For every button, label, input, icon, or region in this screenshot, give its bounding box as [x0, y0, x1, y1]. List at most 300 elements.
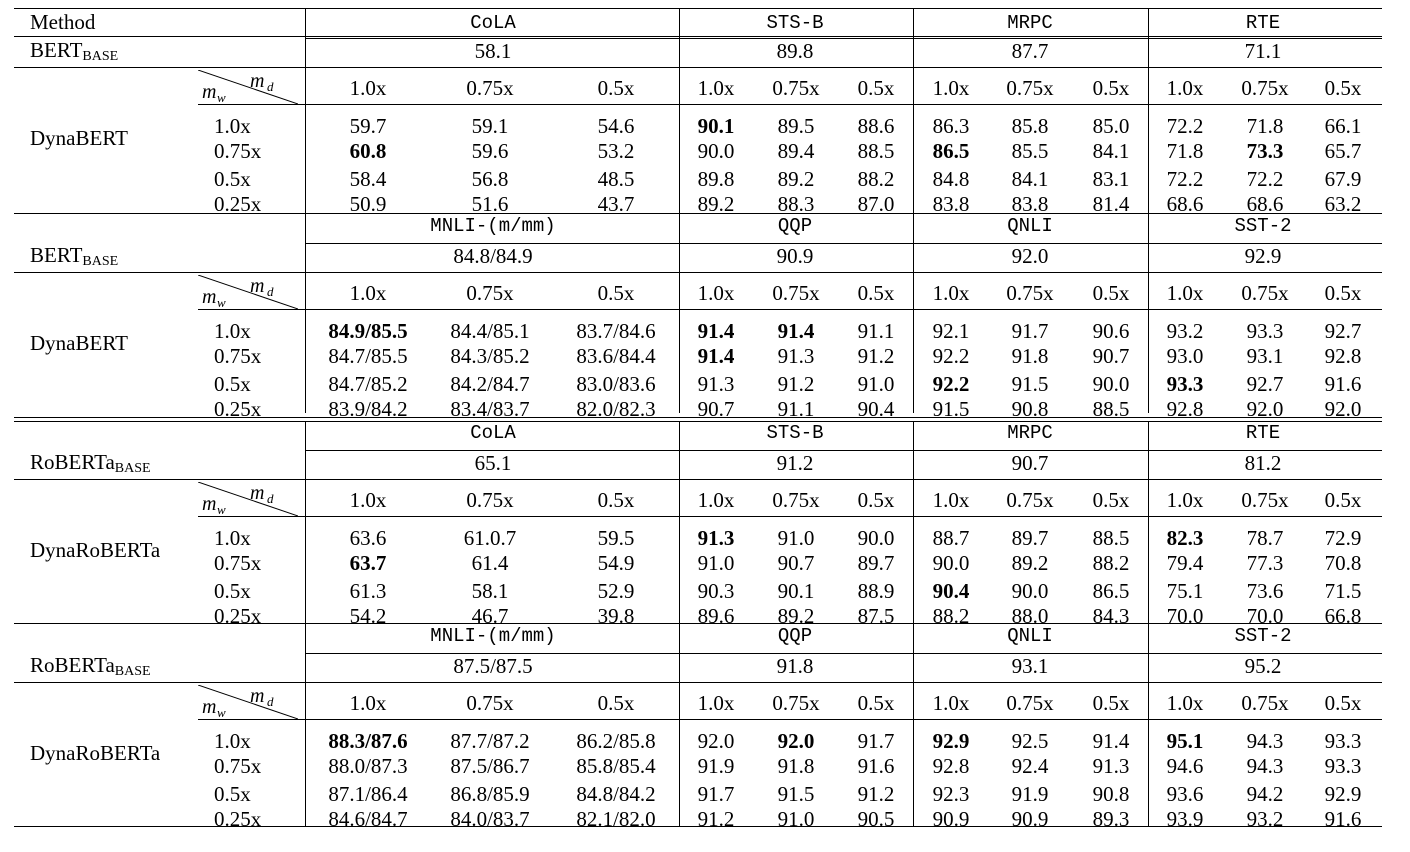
depth-label: 0.75x [214, 551, 262, 575]
table-cell: 87.5/86.7 [450, 754, 530, 778]
table-cell: 85.0 [1092, 114, 1130, 138]
width-header: 0.5x [597, 76, 635, 100]
svg-text:m: m [202, 493, 217, 515]
table-cell: 90.1 [777, 579, 815, 603]
table-cell: 88.0 [1011, 604, 1049, 628]
table-cell: 92.2 [932, 344, 970, 368]
table-cell: 94.6 [1166, 754, 1204, 778]
table-cell: 61.3 [349, 579, 387, 603]
table-cell: 84.2/84.7 [450, 372, 530, 396]
table-cell: 92.8 [1166, 397, 1204, 421]
table-cell: 88.5 [1092, 526, 1130, 550]
table-cell: 90.4 [932, 579, 970, 603]
table-cell: 93.9 [1166, 807, 1204, 831]
depth-label: 0.25x [214, 604, 262, 628]
table-cell: 43.7 [597, 192, 635, 216]
table-cell: 84.8/84.2 [576, 782, 656, 806]
width-header: 0.75x [466, 281, 514, 305]
table-cell: 89.2 [777, 167, 815, 191]
table-cell: 89.5 [777, 114, 815, 138]
task-header-qqp: QQP [777, 215, 813, 237]
depth-label: 0.75x [214, 344, 262, 368]
baseline-name: BERT [30, 243, 83, 267]
svg-text:w: w [217, 90, 226, 104]
table-cell: 88.5 [857, 139, 895, 163]
table-cell: 63.2 [1324, 192, 1362, 216]
table-cell: 66.8 [1324, 604, 1362, 628]
width-header: 1.0x [349, 76, 387, 100]
table-cell: 91.6 [1324, 372, 1362, 396]
table-cell: 92.3 [932, 782, 970, 806]
depth-label: 0.5x [214, 782, 251, 806]
baseline-rule [14, 272, 1382, 273]
table-cell: 90.9 [1011, 807, 1049, 831]
table-cell: 51.6 [471, 192, 509, 216]
table-cell: 89.8 [697, 167, 735, 191]
width-header: 1.0x [932, 691, 970, 715]
depth-label: 0.25x [214, 192, 262, 216]
table-cell: 89.2 [1011, 551, 1049, 575]
task-header-qqp: QQP [777, 625, 813, 647]
baseline-value: 89.8 [776, 39, 814, 63]
width-header: 0.5x [597, 691, 635, 715]
table-cell: 87.0 [857, 192, 895, 216]
table-cell: 81.4 [1092, 192, 1130, 216]
task-header-rte: RTE [1245, 422, 1281, 444]
baseline-value: 87.7 [1011, 39, 1049, 63]
baseline-value: 58.1 [474, 39, 512, 63]
task-header-sts-b: STS-B [766, 12, 824, 34]
depth-label: 0.25x [214, 807, 262, 831]
table-cell: 89.4 [777, 139, 815, 163]
baseline-value: 92.9 [1244, 244, 1282, 268]
table-cell: 88.2 [857, 167, 895, 191]
table-cell: 59.7 [349, 114, 387, 138]
column-rule [679, 421, 680, 623]
table-bottom-rule [14, 826, 1382, 827]
table-cell: 68.6 [1166, 192, 1204, 216]
svg-text:d: d [267, 491, 274, 506]
baseline-value: 84.8/84.9 [453, 244, 533, 268]
width-header: 0.75x [772, 691, 820, 715]
column-rule [913, 213, 914, 413]
table-cell: 88.3/87.6 [328, 729, 408, 753]
table-cell: 91.5 [932, 397, 970, 421]
task-header-sst-2: SST-2 [1234, 625, 1292, 647]
table-cell: 94.3 [1246, 729, 1284, 753]
table-cell: 82.3 [1166, 526, 1204, 550]
task-header-qnli: QNLI [1007, 215, 1053, 237]
baseline-rule [14, 682, 1382, 683]
baseline-value: 91.2 [776, 451, 814, 475]
width-header: 0.75x [1006, 488, 1054, 512]
table-cell: 85.8/85.4 [576, 754, 656, 778]
table-cell: 89.3 [1092, 807, 1130, 831]
baseline-value: 92.0 [1011, 244, 1049, 268]
task-header-sts-b: STS-B [766, 422, 824, 444]
task-header-mrpc: MRPC [1007, 422, 1053, 444]
table-cell: 58.4 [349, 167, 387, 191]
width-header: 1.0x [932, 76, 970, 100]
column-rule [913, 623, 914, 826]
table-cell: 91.3 [777, 344, 815, 368]
table-cell: 89.7 [857, 551, 895, 575]
table-cell: 71.5 [1324, 579, 1362, 603]
table-cell: 71.8 [1166, 139, 1204, 163]
table-cell: 90.0 [1092, 372, 1130, 396]
svg-text:d: d [267, 694, 274, 709]
baseline-label [30, 452, 151, 476]
table-top-rule [14, 8, 1382, 9]
table-cell: 91.8 [1011, 344, 1049, 368]
table-cell: 90.3 [697, 579, 735, 603]
table-cell: 91.7 [1011, 319, 1049, 343]
width-header: 0.5x [597, 488, 635, 512]
table-cell: 88.6 [857, 114, 895, 138]
table-cell: 86.5 [1092, 579, 1130, 603]
table-cell: 54.2 [349, 604, 387, 628]
baseline-name: BERT [30, 38, 83, 62]
table-cell: 90.0 [697, 139, 735, 163]
table-cell: 83.9/84.2 [328, 397, 408, 421]
table-cell: 91.4 [697, 319, 735, 343]
width-header: 0.5x [1324, 281, 1362, 305]
table-cell: 77.3 [1246, 551, 1284, 575]
width-header: 1.0x [697, 76, 735, 100]
table-cell: 83.7/84.6 [576, 319, 656, 343]
width-header: 1.0x [349, 488, 387, 512]
depth-label: 0.25x [214, 397, 262, 421]
table-cell: 67.9 [1324, 167, 1362, 191]
table-cell: 91.2 [777, 372, 815, 396]
width-header: 0.5x [857, 76, 895, 100]
table-cell: 70.0 [1166, 604, 1204, 628]
table-cell: 91.6 [1324, 807, 1362, 831]
table-cell: 61.4 [471, 551, 509, 575]
table-cell: 52.9 [597, 579, 635, 603]
task-header-mnli-m-mm-: MNLI-(m/mm) [430, 625, 556, 647]
baseline-value: 81.2 [1244, 451, 1282, 475]
table-cell: 92.9 [1324, 782, 1362, 806]
width-header: 0.75x [772, 281, 820, 305]
table-cell: 54.9 [597, 551, 635, 575]
task-header-mnli-m-mm-: MNLI-(m/mm) [430, 215, 556, 237]
table-cell: 92.8 [932, 754, 970, 778]
block-rule [14, 623, 1382, 624]
table-cell: 92.0 [1246, 397, 1284, 421]
model-name: DynaBERT [30, 331, 128, 355]
table-cell: 84.8 [932, 167, 970, 191]
table-cell: 84.9/85.5 [328, 319, 408, 343]
width-header: 1.0x [349, 691, 387, 715]
depth-label: 0.5x [214, 579, 251, 603]
task-header-cola: CoLA [470, 422, 516, 444]
table-cell: 91.2 [697, 807, 735, 831]
table-cell: 83.6/84.4 [576, 344, 656, 368]
table-cell: 91.5 [1011, 372, 1049, 396]
depth-label: 1.0x [214, 526, 251, 550]
svg-text:m: m [250, 685, 265, 707]
table-cell: 93.3 [1324, 729, 1362, 753]
table-cell: 86.5 [932, 139, 970, 163]
baseline-rule [14, 67, 1382, 68]
svg-text:m: m [250, 275, 265, 297]
table-cell: 91.0 [697, 551, 735, 575]
width-header: 0.5x [597, 281, 635, 305]
table-cell: 68.6 [1246, 192, 1284, 216]
header-method: Method [30, 10, 96, 34]
width-header: 0.75x [466, 691, 514, 715]
table-cell: 90.0 [932, 551, 970, 575]
table-cell: 72.2 [1166, 114, 1204, 138]
svg-text:m: m [202, 286, 217, 308]
svg-text:w: w [217, 502, 226, 516]
table-cell: 93.6 [1166, 782, 1204, 806]
model-name: DynaRoBERTa [30, 741, 161, 765]
table-cell: 66.1 [1324, 114, 1362, 138]
table-cell: 82.1/82.0 [576, 807, 656, 831]
table-cell: 86.3 [932, 114, 970, 138]
table-cell: 84.3/85.2 [450, 344, 530, 368]
table-cell: 91.2 [857, 782, 895, 806]
table-cell: 46.7 [471, 604, 509, 628]
table-cell: 54.6 [597, 114, 635, 138]
table-cell: 92.7 [1324, 319, 1362, 343]
table-cell: 91.3 [697, 526, 735, 550]
baseline-subscript: BASE [82, 254, 119, 269]
table-cell: 85.5 [1011, 139, 1049, 163]
depth-label: 0.75x [214, 754, 262, 778]
table-cell: 91.1 [857, 319, 895, 343]
table-cell: 93.1 [1246, 344, 1284, 368]
table-cell: 72.2 [1246, 167, 1284, 191]
table-cell: 60.8 [349, 139, 387, 163]
width-header: 0.75x [1006, 76, 1054, 100]
table-cell: 90.8 [1011, 397, 1049, 421]
width-header: 0.5x [857, 488, 895, 512]
column-rule [305, 213, 306, 413]
column-rule [1148, 421, 1149, 623]
svg-text:w: w [217, 295, 226, 309]
column-rule [1148, 8, 1149, 213]
baseline-value: 87.5/87.5 [453, 654, 533, 678]
table-cell: 88.9 [857, 579, 895, 603]
column-rule [679, 213, 680, 413]
width-header: 1.0x [697, 691, 735, 715]
table-cell: 84.7/85.5 [328, 344, 408, 368]
table-cell: 72.9 [1324, 526, 1362, 550]
table-cell: 59.6 [471, 139, 509, 163]
baseline-subscript: BASE [114, 664, 151, 679]
table-cell: 84.0/83.7 [450, 807, 530, 831]
width-header: 0.75x [1006, 691, 1054, 715]
table-cell: 83.0/83.6 [576, 372, 656, 396]
table-cell: 89.7 [1011, 526, 1049, 550]
table-cell: 88.5 [1092, 397, 1130, 421]
task-header-cola: CoLA [470, 12, 516, 34]
table-cell: 84.1 [1092, 139, 1130, 163]
width-header: 1.0x [1166, 691, 1204, 715]
width-header: 1.0x [1166, 281, 1204, 305]
task-header-mrpc: MRPC [1007, 12, 1053, 34]
table-cell: 89.2 [697, 192, 735, 216]
table-cell: 91.7 [857, 729, 895, 753]
table-cell: 79.4 [1166, 551, 1204, 575]
table-cell: 91.0 [777, 807, 815, 831]
table-cell: 61.0.7 [463, 526, 517, 550]
table-cell: 93.3 [1324, 754, 1362, 778]
width-header-rule [198, 516, 1382, 517]
baseline-name: RoBERTa [30, 653, 115, 677]
width-header: 0.75x [466, 488, 514, 512]
table-cell: 93.0 [1166, 344, 1204, 368]
table-cell: 90.4 [857, 397, 895, 421]
table-cell: 65.7 [1324, 139, 1362, 163]
width-header: 0.5x [857, 281, 895, 305]
width-header: 1.0x [1166, 76, 1204, 100]
table-cell: 90.0 [857, 526, 895, 550]
width-header: 0.5x [1092, 281, 1130, 305]
column-rule [913, 421, 914, 623]
width-header: 1.0x [1166, 488, 1204, 512]
table-cell: 91.0 [857, 372, 895, 396]
width-header: 0.5x [1092, 691, 1130, 715]
depth-label: 1.0x [214, 114, 251, 138]
width-header: 0.75x [1006, 281, 1054, 305]
task-header-qnli: QNLI [1007, 625, 1053, 647]
width-header: 0.75x [466, 76, 514, 100]
baseline-rule [14, 479, 1382, 480]
model-name: DynaBERT [30, 126, 128, 150]
width-header: 0.75x [772, 488, 820, 512]
baseline-value: 93.1 [1011, 654, 1049, 678]
depth-label: 0.5x [214, 372, 251, 396]
column-rule [913, 8, 914, 213]
width-header: 0.5x [1324, 488, 1362, 512]
table-cell: 83.4/83.7 [450, 397, 530, 421]
table-cell: 95.1 [1166, 729, 1204, 753]
width-header: 0.5x [1092, 76, 1130, 100]
table-cell: 90.7 [1092, 344, 1130, 368]
table-cell: 92.0 [777, 729, 815, 753]
depth-label: 0.75x [214, 139, 262, 163]
table-cell: 63.7 [349, 551, 387, 575]
section-double-rule [14, 417, 1382, 422]
table-cell: 92.0 [1324, 397, 1362, 421]
task-header-rule [305, 450, 1382, 451]
baseline-subscript: BASE [114, 461, 151, 476]
width-header-rule [198, 309, 1382, 310]
table-cell: 90.9 [932, 807, 970, 831]
table-cell: 91.4 [1092, 729, 1130, 753]
column-rule [679, 623, 680, 826]
table-cell: 92.2 [932, 372, 970, 396]
table-cell: 91.7 [697, 782, 735, 806]
table-cell: 72.2 [1166, 167, 1204, 191]
table-cell: 83.1 [1092, 167, 1130, 191]
table-cell: 93.3 [1166, 372, 1204, 396]
table-cell: 92.9 [932, 729, 970, 753]
task-header-sst-2: SST-2 [1234, 215, 1292, 237]
baseline-label [30, 655, 151, 679]
table-cell: 83.8 [1011, 192, 1049, 216]
width-header: 0.75x [1241, 691, 1289, 715]
column-rule [305, 623, 306, 826]
baseline-name: RoBERTa [30, 450, 115, 474]
baseline-value: 91.8 [776, 654, 814, 678]
width-header: 0.75x [1241, 76, 1289, 100]
width-header: 0.5x [1324, 76, 1362, 100]
baseline-value: 90.7 [1011, 451, 1049, 475]
svg-text:d: d [267, 79, 274, 94]
column-rule [1148, 623, 1149, 826]
table-cell: 89.2 [777, 604, 815, 628]
baseline-value: 71.1 [1244, 39, 1282, 63]
table-cell: 70.0 [1246, 604, 1284, 628]
table-cell: 59.1 [471, 114, 509, 138]
column-rule [679, 8, 680, 213]
table-cell: 91.8 [777, 754, 815, 778]
depth-label: 0.5x [214, 167, 251, 191]
svg-text:m: m [250, 70, 265, 92]
width-header: 1.0x [932, 488, 970, 512]
table-cell: 90.5 [857, 807, 895, 831]
block-rule [14, 213, 1382, 214]
table-cell: 48.5 [597, 167, 635, 191]
table-cell: 90.6 [1092, 319, 1130, 343]
table-cell: 91.4 [777, 319, 815, 343]
table-cell: 92.4 [1011, 754, 1049, 778]
width-header: 0.75x [1241, 488, 1289, 512]
baseline-value: 90.9 [776, 244, 814, 268]
table-cell: 90.7 [777, 551, 815, 575]
table-cell: 91.9 [1011, 782, 1049, 806]
table-cell: 73.3 [1246, 139, 1284, 163]
table-cell: 90.7 [697, 397, 735, 421]
table-cell: 89.6 [697, 604, 735, 628]
width-header: 0.75x [772, 76, 820, 100]
model-name: DynaRoBERTa [30, 538, 161, 562]
table-cell: 91.5 [777, 782, 815, 806]
width-header: 0.75x [1241, 281, 1289, 305]
table-cell: 84.3 [1092, 604, 1130, 628]
table-cell: 91.4 [697, 344, 735, 368]
table-cell: 83.8 [932, 192, 970, 216]
table-cell: 91.2 [857, 344, 895, 368]
table-cell: 50.9 [349, 192, 387, 216]
table-cell: 93.2 [1166, 319, 1204, 343]
table-cell: 87.5 [857, 604, 895, 628]
table-cell: 91.1 [777, 397, 815, 421]
svg-text:m: m [202, 696, 217, 718]
table-cell: 58.1 [471, 579, 509, 603]
svg-text:d: d [267, 284, 274, 299]
table-cell: 70.8 [1324, 551, 1362, 575]
width-header-rule [198, 719, 1382, 720]
table-cell: 90.1 [697, 114, 735, 138]
table-cell: 91.3 [1092, 754, 1130, 778]
table-cell: 56.8 [471, 167, 509, 191]
baseline-label [30, 245, 118, 269]
table-cell: 91.0 [777, 526, 815, 550]
width-header: 0.5x [1092, 488, 1130, 512]
table-cell: 92.5 [1011, 729, 1049, 753]
table-cell: 86.8/85.9 [450, 782, 530, 806]
table-cell: 92.7 [1246, 372, 1284, 396]
table-cell: 91.3 [697, 372, 735, 396]
column-rule [305, 421, 306, 623]
baseline-subscript: BASE [82, 49, 119, 64]
